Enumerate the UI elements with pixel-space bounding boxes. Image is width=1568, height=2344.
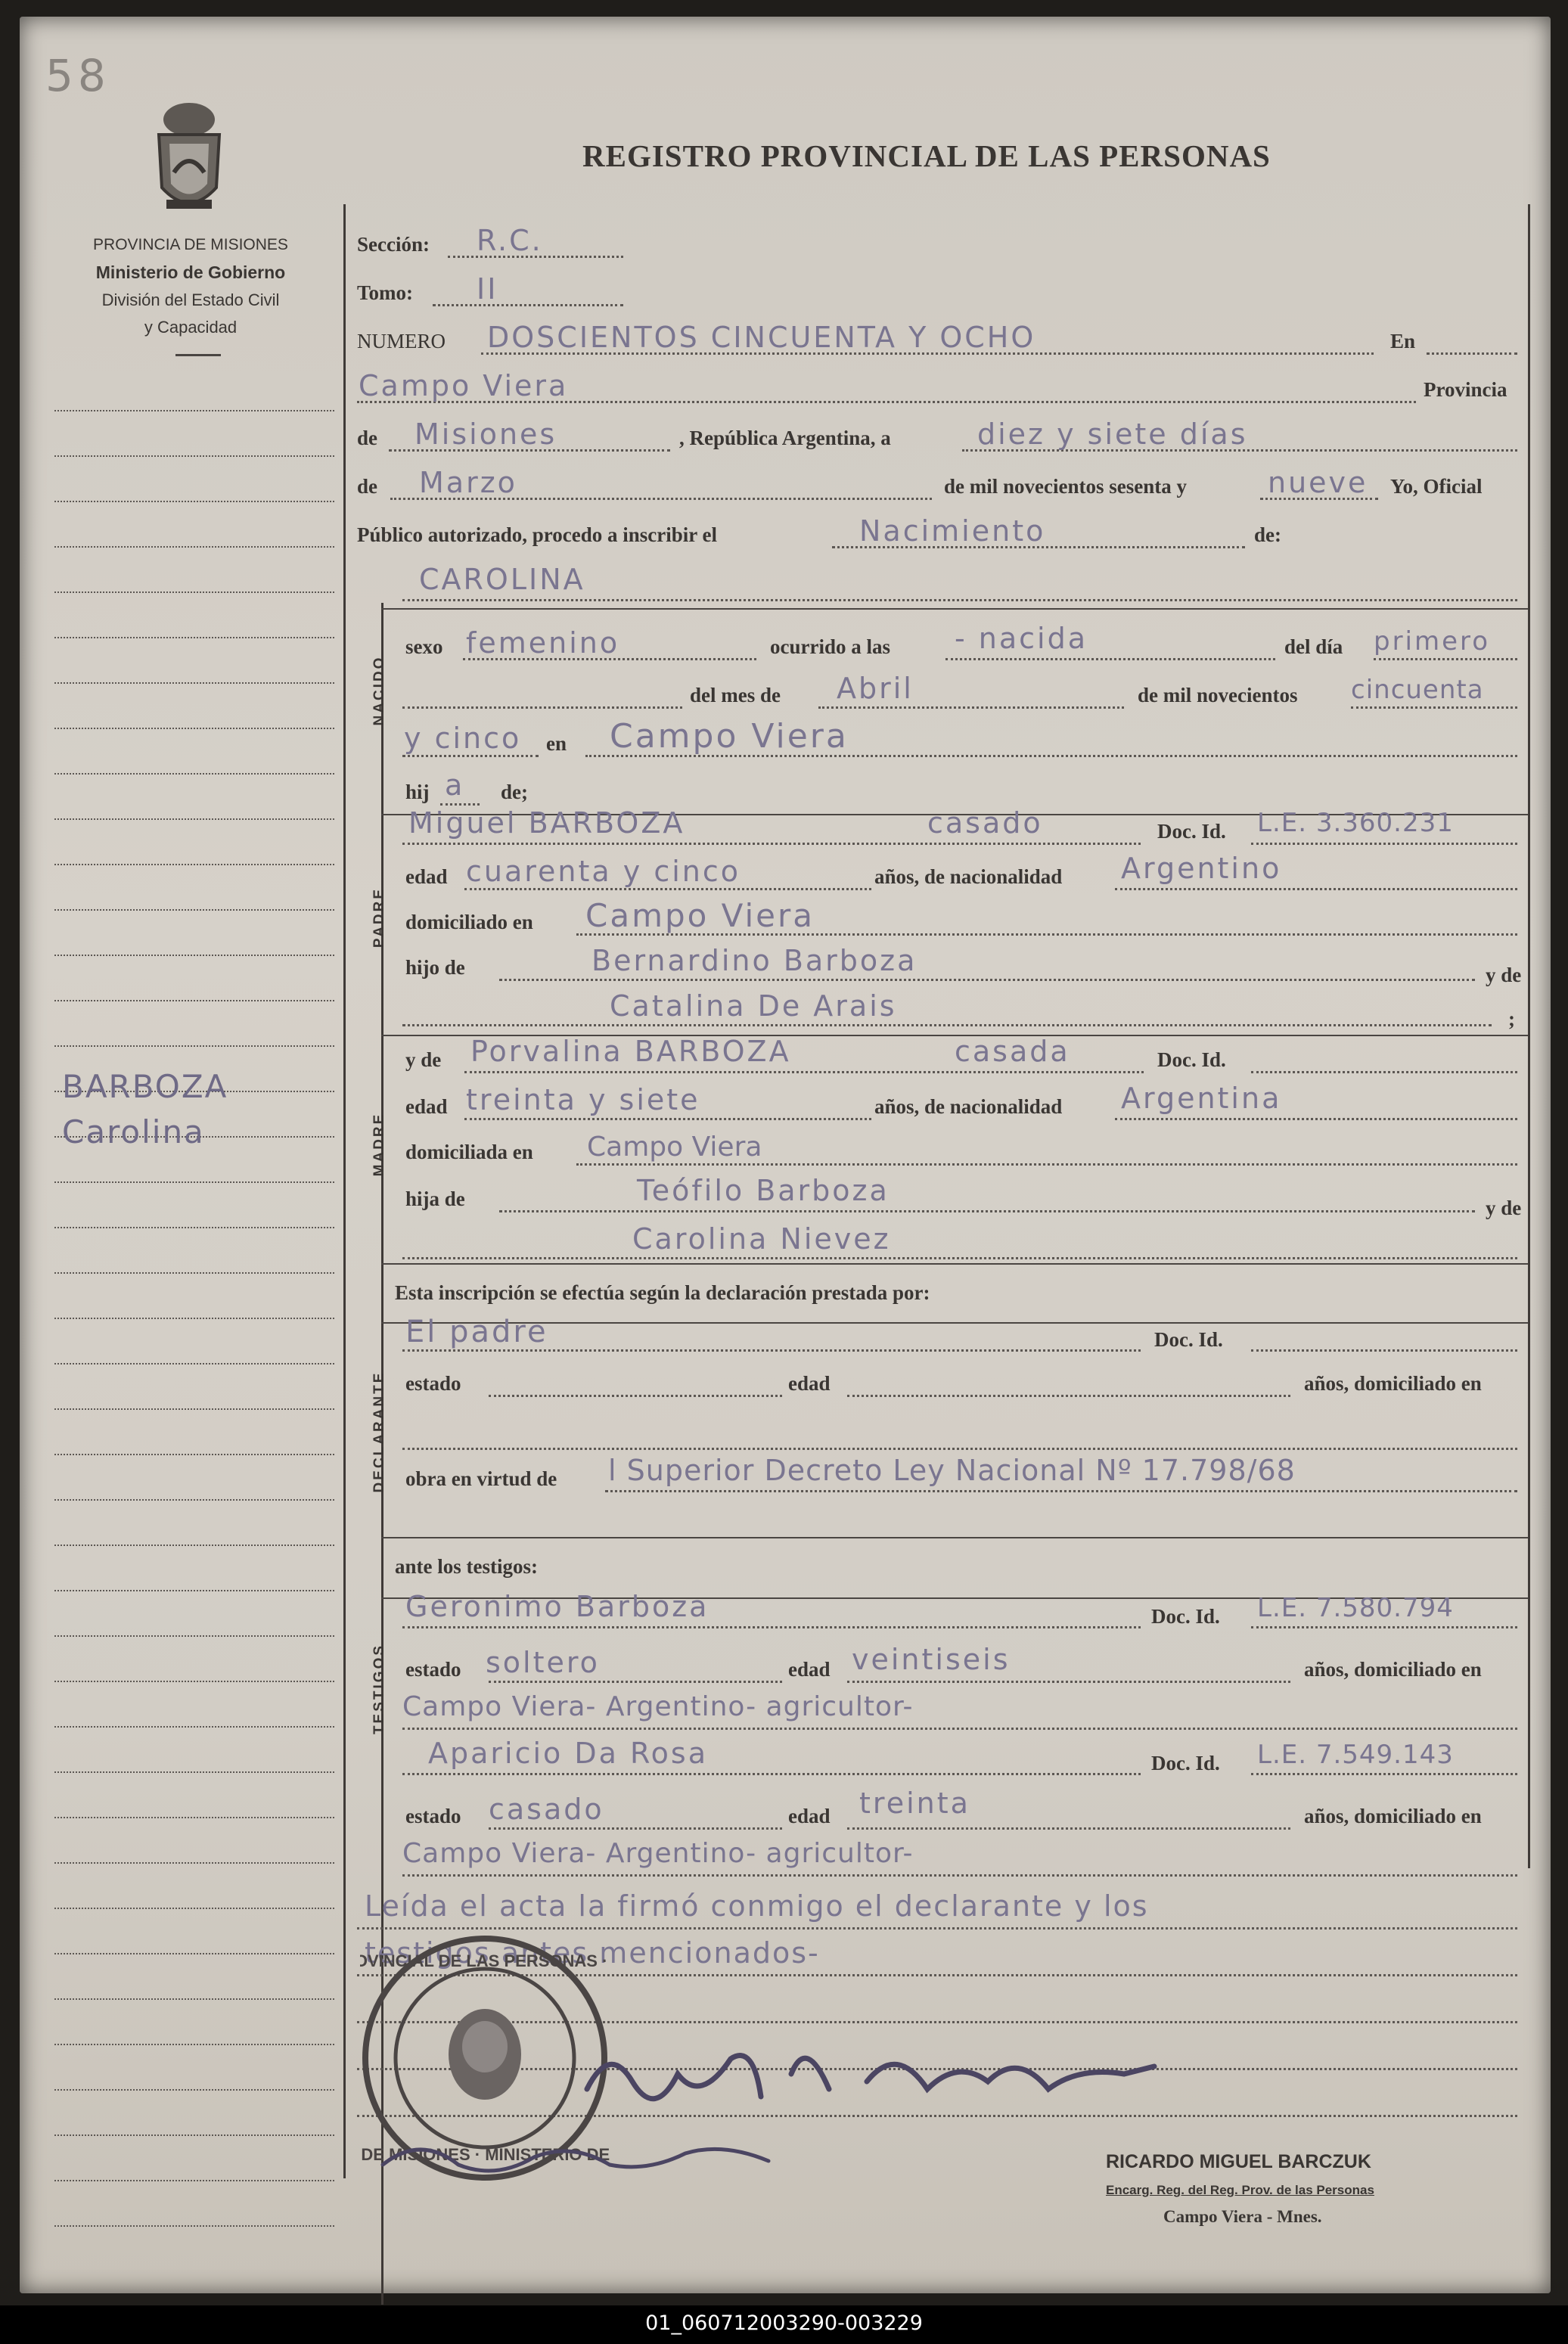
madre-nac-line <box>1115 1118 1517 1120</box>
publico-label: Público autorizado, procedo a inscribir el <box>357 523 717 546</box>
frame-left-line <box>343 204 346 2178</box>
madre-y-de-label-2: y de <box>1486 1197 1522 1219</box>
testigo1-edad-line <box>847 1681 1290 1683</box>
testigo2-nombre-value: Aparicio Da Rosa <box>428 1737 709 1770</box>
madre-nac-value: Argentina <box>1121 1082 1282 1115</box>
mes-value: Abril <box>837 672 914 705</box>
cierre-text-1: Leída el acta la firmó conmigo el declarante y los <box>365 1889 1149 1923</box>
padre-edad-value: cuarenta y cinco <box>466 855 741 888</box>
margin-rule-line <box>54 1454 334 1455</box>
abuelo-paterno-line <box>499 979 1475 981</box>
seal-text-bottom: DE MISIONES · MINISTERIO DE <box>361 2145 610 2164</box>
testigo2-edad-value: treinta <box>859 1787 970 1820</box>
capacity-label: y Capacidad <box>144 318 238 337</box>
declarante-estado-label: estado <box>405 1372 461 1395</box>
margin-rule-line <box>54 1045 334 1047</box>
margin-rule-line <box>54 773 334 775</box>
margin-rule-line <box>54 1681 334 1682</box>
margin-rule-line <box>54 1545 334 1546</box>
declarante-doc-label: Doc. Id. <box>1154 1328 1223 1351</box>
testigo2-doc-line <box>1251 1773 1517 1775</box>
padre-doc-value: L.E. 3.360.231 <box>1257 808 1454 838</box>
padre-doc-line <box>1251 843 1517 845</box>
margin-rule-line <box>54 1363 334 1364</box>
signature-father <box>579 2029 1169 2134</box>
margin-rule-line <box>54 1590 334 1591</box>
numero-label: NUMERO <box>357 330 446 352</box>
declarante-edad-label: edad <box>788 1372 831 1395</box>
nombre-value: CAROLINA <box>419 563 585 596</box>
testigo1-nombre-line <box>402 1626 1141 1628</box>
madre-edad-line <box>464 1118 871 1120</box>
testigo2-nombre-line <box>402 1773 1141 1775</box>
anio-value-1: cincuenta <box>1351 675 1484 705</box>
padre-nac-label: años, de nacionalidad <box>874 865 1063 888</box>
nombre-line <box>402 599 1517 601</box>
margin-rule-line <box>54 1318 334 1319</box>
padre-dom-value: Campo Viera <box>585 897 815 934</box>
margin-rule-line <box>54 864 334 865</box>
madre-hija-de-label: hija de <box>405 1188 465 1210</box>
declarante-top-rule <box>381 1322 1528 1324</box>
del-dia-label: del día <box>1284 635 1343 658</box>
padre-estado-value: casado <box>927 806 1043 840</box>
abuela-materna-value: Carolina Nievez <box>632 1222 891 1256</box>
hora-value: - nacida <box>955 622 1088 655</box>
declarante-estado-line <box>489 1395 782 1397</box>
madre-y-de-label: y de <box>405 1048 442 1071</box>
header-divider <box>175 354 221 356</box>
madre-dom-line <box>576 1163 1517 1166</box>
abuelo-paterno-value: Bernardino Barboza <box>591 944 918 977</box>
decreto-value: l Superior Decreto Ley Nacional Nº 17.798/68 <box>608 1454 1296 1487</box>
margin-rule-line <box>54 410 334 411</box>
cierre-line-1 <box>357 1927 1517 1930</box>
testigo2-estado-value: casado <box>489 1793 604 1826</box>
madre-dom-label: domiciliada en <box>405 1141 533 1163</box>
padre-nombre-value: Miguel BARBOZA <box>408 806 685 840</box>
ministry-label: Ministerio de Gobierno <box>95 262 286 282</box>
declarante-edad-line <box>847 1395 1290 1397</box>
oficial-label: Yo, Oficial <box>1390 475 1483 498</box>
padre-edad-label: edad <box>405 865 448 888</box>
de-semicolon-label: de; <box>501 781 528 803</box>
margin-rule-line <box>54 1408 334 1410</box>
madre-nac-label: años, de nacionalidad <box>874 1095 1063 1118</box>
testigo1-estado-line <box>489 1681 782 1683</box>
margin-rule-line <box>54 682 334 684</box>
hijo-line <box>440 803 480 806</box>
ocurrido-label: ocurrido a las <box>770 635 890 658</box>
seccion-label: Sección: <box>357 233 430 256</box>
padre-doc-label: Doc. Id. <box>1157 820 1226 843</box>
declaracion-top-rule <box>381 1263 1528 1265</box>
margin-rule-line <box>54 1499 334 1501</box>
madre-doc-label: Doc. Id. <box>1157 1048 1226 1071</box>
margin-rule-line <box>54 1817 334 1818</box>
document-title: REGISTRO PROVINCIAL DE LAS PERSONAS <box>582 138 1271 173</box>
padre-edad-line <box>464 888 871 890</box>
acto-value: Nacimiento <box>859 514 1046 548</box>
hora-line <box>945 658 1275 660</box>
margin-rule-line <box>54 728 334 729</box>
cierre-text-2: testigos antes mencionados- <box>365 1936 820 1970</box>
testigo1-doc-line <box>1251 1626 1517 1628</box>
margin-rule-line <box>54 455 334 457</box>
declarante-anios-label: años, domiciliado en <box>1304 1372 1482 1395</box>
margin-rule-line <box>54 2180 334 2181</box>
frame-right-line <box>1528 204 1530 1868</box>
testigo1-edad-value: veintiseis <box>852 1643 1011 1676</box>
lugar-value: Campo Viera <box>359 369 569 402</box>
testigo1-estado-label: estado <box>405 1658 461 1681</box>
testigo2-dom-line <box>402 1874 1517 1877</box>
madre-nombre-line <box>464 1071 1144 1073</box>
margin-rule-line <box>54 1635 334 1637</box>
margin-rule-line <box>54 1726 334 1728</box>
testigo2-edad-label: edad <box>788 1805 831 1827</box>
margin-rule-line <box>54 591 334 593</box>
testigo2-estado-label: estado <box>405 1805 461 1827</box>
madre-estado-value: casada <box>955 1035 1070 1068</box>
declarante-nombre-value: El padre <box>405 1315 548 1349</box>
margin-rule-line <box>54 909 334 911</box>
madre-edad-value: treinta y siete <box>466 1083 700 1116</box>
page-number: 58 <box>45 50 110 101</box>
provincia-label: Provincia <box>1424 378 1507 401</box>
testigo1-edad-label: edad <box>788 1658 831 1681</box>
anio-value-2: y cinco <box>404 722 522 755</box>
image-caption: 01_060712003290-003229 <box>645 2311 923 2335</box>
division-label: División del Estado Civil <box>101 290 280 309</box>
margin-rule-line <box>54 1272 334 1274</box>
padre-section-label: PADRE <box>371 886 387 948</box>
testigo2-edad-line <box>847 1827 1290 1830</box>
padre-dom-label: domiciliado en <box>405 911 533 933</box>
fecha-dia-value: diez y siete días <box>977 418 1248 451</box>
margin-rule-line <box>54 1998 334 2000</box>
nacido-section-label: NACIDO <box>371 655 387 726</box>
anio-line-2 <box>402 755 539 757</box>
province-label: PROVINCIA DE MISIONES <box>93 236 288 253</box>
testigo1-dom-line <box>402 1728 1517 1730</box>
madre-dom-value: Campo Viera <box>587 1132 762 1163</box>
dia-value: primero <box>1374 626 1491 657</box>
margin-given-name: Carolina <box>62 1113 205 1150</box>
declaracion-label: Esta inscripción se efectúa según la declaración prestada por: <box>395 1281 930 1304</box>
margin-rule-line <box>54 637 334 638</box>
tomo-line <box>433 304 623 306</box>
semicolon-label: ; <box>1508 1007 1515 1030</box>
testigo1-anios-label: años, domiciliado en <box>1304 1658 1482 1681</box>
de-label-1: de <box>357 427 377 449</box>
declarante-doc-line <box>1251 1349 1517 1352</box>
abuela-paterna-value: Catalina De Arais <box>610 989 897 1023</box>
anio-line-1 <box>1351 706 1517 709</box>
en-line <box>1427 352 1517 355</box>
provincia-value: Misiones <box>415 418 557 451</box>
sexo-value: femenino <box>466 626 620 660</box>
margin-rule-line <box>54 1908 334 1909</box>
abuelo-materno-line <box>499 1210 1475 1212</box>
testigos-top-rule <box>381 1537 1528 1538</box>
margin-surname: BARBOZA <box>62 1068 228 1105</box>
madre-section-label: MADRE <box>371 1112 387 1177</box>
testigo2-doc-label: Doc. Id. <box>1151 1752 1220 1774</box>
abuela-materna-line <box>402 1257 1517 1259</box>
lugar-nac-value: Campo Viera <box>610 717 849 756</box>
numero-value: DOSCIENTOS CINCUENTA Y OCHO <box>487 321 1036 354</box>
seal-text-top: OVINCIAL DE LAS PERSONAS · <box>360 1951 608 1970</box>
nacido-blank-line <box>402 706 682 709</box>
padre-nac-line <box>1115 888 1517 890</box>
testigo2-dom-value: Campo Viera- Argentino- agricultor- <box>402 1838 914 1869</box>
decreto-line <box>605 1490 1517 1492</box>
testigo2-estado-line <box>489 1827 782 1830</box>
margin-rule-line <box>54 955 334 956</box>
madre-doc-line <box>1251 1071 1517 1073</box>
tomo-value: II <box>477 272 498 306</box>
de-label-2: de <box>357 475 377 498</box>
oficial-nombre: RICARDO MIGUEL BARCZUK <box>1106 2151 1371 2172</box>
margin-rule-line <box>54 546 334 548</box>
obra-label: obra en virtud de <box>405 1467 557 1490</box>
tomo-label: Tomo: <box>357 281 414 304</box>
testigo1-doc-value: L.E. 7.580.794 <box>1257 1593 1454 1623</box>
padre-nac-value: Argentino <box>1121 852 1282 885</box>
margin-rule-line <box>54 818 334 820</box>
padre-hijo-de-label: hijo de <box>405 956 465 979</box>
declarante-nombre-line <box>402 1349 1141 1352</box>
declarante-dom-line <box>402 1448 1517 1450</box>
testigo1-dom-value: Campo Viera- Argentino- agricultor- <box>402 1691 914 1722</box>
margin-rule-line <box>54 2134 334 2136</box>
margin-rule-line <box>54 1953 334 1954</box>
margin-rule-line <box>54 1771 334 1773</box>
nacido-top-rule <box>381 608 1528 610</box>
sexo-label: sexo <box>405 635 443 658</box>
margin-rule-line <box>54 1000 334 1001</box>
fecha-anio-value: nueve <box>1268 466 1368 499</box>
mes-line <box>818 706 1124 709</box>
birth-record-sheet <box>20 17 1551 2293</box>
republica-label: , República Argentina, a <box>679 427 891 449</box>
hijo-value: a <box>445 768 465 802</box>
testigo1-doc-label: Doc. Id. <box>1151 1605 1220 1628</box>
en-label: En <box>1390 330 1416 352</box>
dia-line <box>1374 658 1517 660</box>
hijo-label: hij <box>405 781 430 803</box>
margin-rule-line <box>54 2225 334 2227</box>
testigo2-doc-value: L.E. 7.549.143 <box>1257 1740 1454 1770</box>
padre-nombre-line <box>402 843 1141 845</box>
coat-of-arms-emblem <box>144 97 234 225</box>
seccion-value: R.C. <box>477 224 543 257</box>
testigos-section-label: TESTIGOS <box>371 1643 387 1735</box>
abuela-paterna-line <box>402 1024 1492 1026</box>
signature-witness <box>375 2127 799 2187</box>
mil-label: de mil novecientos <box>1138 684 1298 706</box>
declarante-section-label: DECLARANTE <box>371 1371 387 1493</box>
margin-rule-line <box>54 1181 334 1183</box>
abuelo-materno-value: Teófilo Barboza <box>637 1174 890 1207</box>
margin-rule-line <box>54 501 334 502</box>
del-mes-label: del mes de <box>690 684 781 706</box>
madre-nombre-value: Porvalina BARBOZA <box>470 1035 791 1068</box>
oficial-cargo: Encarg. Reg. del Reg. Prov. de las Personas <box>1106 2183 1374 2197</box>
margin-rule-line <box>54 2044 334 2045</box>
testigo1-estado-value: soltero <box>486 1646 600 1679</box>
testigo1-nombre-value: Geronimo Barboza <box>405 1590 709 1623</box>
testigos-label: ante los testigos: <box>395 1555 538 1578</box>
margin-rule-line <box>54 1862 334 1864</box>
de-label-3: de: <box>1254 523 1281 546</box>
testigo2-anios-label: años, domiciliado en <box>1304 1805 1482 1827</box>
oficial-lugar: Campo Viera - Mnes. <box>1163 2207 1322 2226</box>
madre-edad-label: edad <box>405 1095 448 1118</box>
margin-rule-line <box>54 1227 334 1228</box>
en-label-2: en <box>546 732 567 755</box>
margin-rule-line <box>54 2089 334 2091</box>
mil-novecientos-label: de mil novecientos sesenta y <box>944 475 1187 498</box>
fecha-mes-value: Marzo <box>419 466 517 499</box>
padre-y-de-label: y de <box>1486 964 1522 986</box>
